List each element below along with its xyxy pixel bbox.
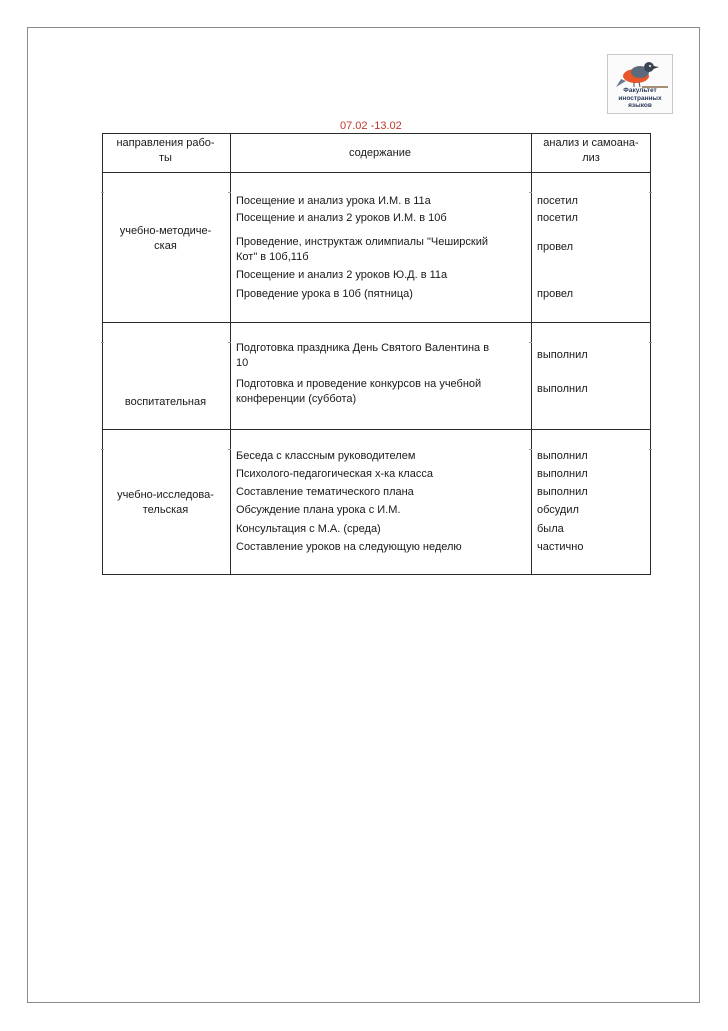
section-direction: воспитательная [124,396,207,408]
col-header-direction: направления рабо- ты [116,137,215,164]
table-row-analysis: посетил [537,212,578,224]
table-row-content: Подготовка и проведение конкурсов на учебной конференции (суббота) [236,378,482,405]
col-divider-2 [531,134,532,574]
col-divider-1 [230,134,231,574]
table-row-analysis: посетил [537,195,578,207]
section-direction: учебно-методиче- ская [119,225,212,252]
table-row-analysis: выполнил [537,383,588,395]
table-row-content: Посещение и анализ урока И.М. в 11а [236,195,431,207]
col-header-analysis: анализ и самоана- лиз [543,137,639,164]
table-row-content: Беседа с классным руководителем [236,450,416,462]
logo-text [608,87,672,110]
table-row-analysis: выполнил [537,486,588,498]
section-divider-1 [103,322,650,323]
table-row-content: Психолого-педагогическая х-ка класса [236,468,433,480]
week-range: 07.02 -13.02 [340,120,402,132]
table-row-analysis: провел [537,241,574,253]
table-row-analysis: частично [537,541,584,553]
table-row-content: Посещение и анализ 2 уроков Ю.Д. в 11а [236,269,448,281]
table-row-content: Составление тематического плана [236,486,414,498]
table-row-content: Посещение и анализ 2 уроков И.М. в 10б [236,212,447,224]
table-row-analysis: обсудил [537,504,579,516]
table-row-content: Проведение, инструктаж олимпиалы "Чеширский Кот" в 10б,11б [236,236,489,263]
bird-icon [612,57,670,89]
table-row-content: Подготовка праздника День Святого Валентина в 10 [236,342,490,369]
table-row-analysis: выполнил [537,468,588,480]
header-divider [103,172,650,173]
table-row-content: Консультация с М.А. (среда) [236,523,381,535]
table-row-content: Обсуждение плана урока с И.М. [236,504,401,516]
table-row-analysis: выполнил [537,450,588,462]
faculty-logo [607,54,673,114]
col-header-content: содержание [349,147,411,159]
logo-line-2: иностранных [618,94,662,102]
table-row-analysis: провел [537,288,574,300]
logo-line-1: Факультет [623,87,657,94]
section-divider-2 [103,429,650,430]
table-row-analysis: была [537,523,564,535]
table-row-content: Проведение урока в 10б (пятница) [236,288,413,300]
section-direction: учебно-исследова- тельская [117,489,214,516]
logo-line-3: языков [628,102,652,109]
table-row-analysis: выполнил [537,349,588,361]
table-row-content: Составление уроков на следующую неделю [236,541,462,553]
